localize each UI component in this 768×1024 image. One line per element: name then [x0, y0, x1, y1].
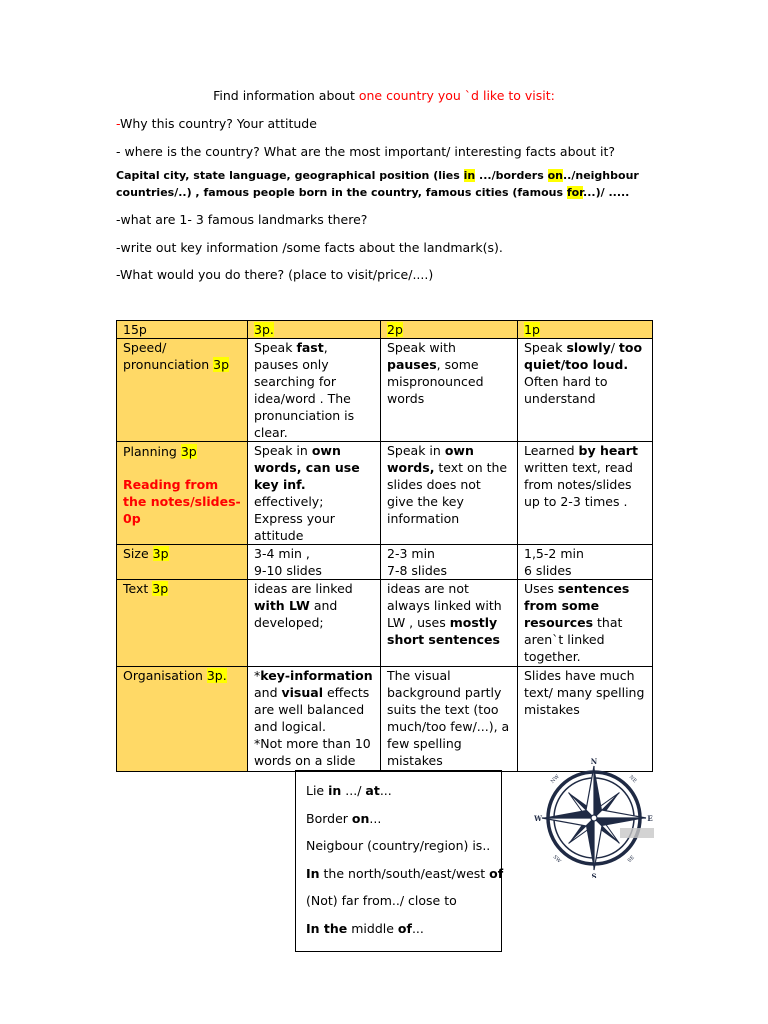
bold-text: at — [365, 783, 380, 798]
text-run: Text — [123, 581, 153, 596]
task-why-text: Why this country? Your attitude — [120, 116, 317, 131]
text-run: 9-10 slides — [254, 563, 322, 578]
phrases-box — [295, 770, 502, 952]
task-where: - where is the country? What are the most important/ interesting facts about it? — [116, 144, 615, 159]
text-run: Capital city, state language, geographical position (lies — [116, 169, 464, 182]
bold-text: pauses — [387, 357, 437, 372]
text-run: 1,5-2 min — [524, 546, 584, 561]
text-run: .../ — [341, 783, 366, 798]
text-run: 6 slides — [524, 563, 572, 578]
compass-rose-icon — [524, 758, 658, 878]
text-run: ideas are not always linked with LW , uses — [387, 581, 502, 630]
table-row — [117, 667, 653, 772]
text-run: ...)/ ..... — [583, 186, 630, 199]
highlighted-text: 3p. — [206, 668, 227, 683]
compass-label-nw: NW — [549, 773, 561, 785]
compass-label-se: SE — [626, 854, 636, 864]
task-capital-city — [116, 167, 676, 201]
text-run: text on the slides does not give the key information — [387, 460, 508, 526]
heading-prefix: Find information about — [213, 88, 359, 103]
text-run: ... — [411, 920, 424, 936]
bold-text: fast — [296, 340, 324, 355]
bold-text: In — [306, 865, 320, 881]
text-run: Speak — [254, 340, 297, 355]
rubric-cell — [381, 580, 518, 667]
text-run: Learned — [524, 443, 579, 458]
criterion-cell — [117, 339, 248, 442]
text-run: 2-3 min — [387, 546, 435, 561]
rubric-cell — [248, 667, 381, 772]
heading-highlight: one country you `d like to visit: — [358, 88, 555, 103]
bold-text: mostly short sentences — [387, 615, 500, 647]
text-run: ... — [369, 810, 382, 826]
rubric-cell — [248, 545, 381, 580]
criterion-cell — [117, 545, 248, 580]
phrase-line — [306, 805, 491, 833]
text-run: Speak in — [254, 443, 312, 458]
task-why-dash: - — [116, 116, 121, 131]
text-run: Size — [123, 546, 153, 561]
bold-text: key-information — [260, 668, 373, 683]
text-run: Speed/ pronunciation — [123, 340, 214, 372]
rubric-cell — [248, 339, 381, 442]
text-run: Planning — [123, 444, 181, 459]
compass-label-n: N — [590, 758, 598, 766]
compass-label-s: S — [591, 872, 597, 878]
bold-text: of — [397, 920, 412, 936]
table-row — [117, 339, 653, 442]
text-run: / — [610, 340, 619, 355]
text-run: 15p — [123, 322, 147, 337]
rubric-cell — [518, 580, 653, 667]
highlighted-text: in — [463, 169, 476, 182]
text-run: and — [254, 685, 282, 700]
text-run: Lie — [306, 783, 329, 798]
phrase-line — [306, 887, 491, 915]
text-run: Speak — [524, 340, 567, 355]
criterion-note: Reading from the notes/slides-0p — [123, 477, 241, 526]
highlighted-text: for — [566, 186, 584, 199]
task-write-out: -write out key information /some facts about the landmark(s). — [116, 240, 503, 255]
header-cell-2p — [381, 321, 518, 339]
rubric-cell — [518, 442, 653, 545]
rubric-cell — [381, 667, 518, 772]
text-run: Border — [306, 810, 352, 826]
table-row — [117, 442, 653, 545]
compass-label-e: E — [647, 814, 653, 823]
compass-label-sw: SW — [551, 854, 562, 865]
bold-text: of — [489, 865, 504, 881]
task-landmarks: -what are 1- 3 famous landmarks there? — [116, 212, 368, 227]
header-cell-1p — [518, 321, 653, 339]
task-do-there: -What would you do there? (place to visit/price/....) — [116, 267, 434, 282]
text-run: and developed; — [254, 598, 338, 630]
bold-text: in — [328, 783, 342, 798]
text-run: , pauses only searching for idea/word . The pronunciation is clear. — [254, 340, 355, 440]
bold-text: too quiet/too loud. — [524, 340, 643, 372]
phrase-line — [306, 832, 491, 860]
phrase-line — [306, 915, 491, 943]
compass-label-ne: NE — [627, 774, 638, 785]
text-run: Often hard to understand — [524, 374, 608, 406]
highlighted-text: 3p — [152, 581, 169, 596]
highlighted-text: 3p — [213, 357, 230, 372]
rubric-table — [116, 320, 653, 772]
bold-text: visual — [281, 685, 323, 700]
highlighted-text: 3p. — [254, 322, 274, 337]
text-run: * — [254, 668, 261, 683]
text-run: Organisation — [123, 668, 207, 683]
text-run: written text, read from notes/slides up to 2-3 times . — [524, 460, 633, 509]
bold-text: on — [351, 810, 370, 826]
text-run: Speak in — [387, 443, 445, 458]
highlighted-text: 1p — [524, 322, 540, 337]
compass-smudge — [620, 828, 654, 838]
task-why — [116, 116, 317, 131]
criterion-cell — [117, 667, 248, 772]
bold-text: own words, — [387, 443, 474, 475]
header-cell-3p — [248, 321, 381, 339]
text-run: the north/south/east/west — [319, 865, 490, 881]
text-run: 3-4 min , — [254, 546, 310, 561]
bold-text: with LW — [254, 598, 310, 613]
criterion-cell — [117, 442, 248, 545]
bold-text: slowly — [566, 340, 611, 355]
text-run: middle — [347, 920, 398, 936]
rubric-cell — [248, 442, 381, 545]
phrase-line — [306, 860, 504, 888]
rubric-cell — [518, 667, 653, 772]
bold-text: In the — [306, 920, 348, 936]
text-run: that aren`t linked together. — [524, 615, 623, 664]
text-run: ... — [379, 783, 392, 798]
criterion-cell — [117, 580, 248, 667]
rubric-cell — [381, 339, 518, 442]
table-row — [117, 580, 653, 667]
text-run: effectively; Express your attitude — [254, 494, 335, 543]
bold-text: own words, can use key inf. — [254, 443, 360, 492]
text-run: , some mispronounced words — [387, 357, 484, 406]
rubric-cell — [248, 580, 381, 667]
text-run: 7-8 slides — [387, 563, 447, 578]
bold-text: sentences from some resources — [524, 581, 630, 630]
compass-label-w: W — [534, 814, 542, 823]
rubric-cell — [381, 545, 518, 580]
highlighted-text: 3p — [152, 546, 169, 561]
rubric-cell — [518, 545, 653, 580]
text-run: ../neighbour countries/..) , famous people born in the country, famous cities (famous — [116, 169, 639, 199]
text-run: .../borders — [475, 169, 548, 182]
text-run: Slides have much text/ many spelling mistakes — [524, 668, 645, 717]
phrase-line — [306, 777, 491, 805]
header-cell-total — [117, 321, 248, 339]
text-run: (Not) far from../ close to — [306, 893, 457, 908]
highlighted-text: 3p — [180, 444, 197, 459]
highlighted-text: on — [547, 169, 563, 182]
text-run: Neigbour (country/region) is.. — [306, 838, 491, 853]
text-run: The visual background partly suits the text (too much/too few/...), a few spelling mistakes — [387, 668, 510, 768]
rubric-cell — [518, 339, 653, 442]
bold-text: by heart — [578, 443, 638, 458]
page-heading — [0, 88, 768, 103]
table-row — [117, 545, 653, 580]
text-run: effects are well balanced and logical. — [254, 685, 370, 734]
text-run: ideas are linked — [254, 581, 353, 596]
table-header-row — [117, 321, 653, 339]
rubric-cell — [381, 442, 518, 545]
text-run: *Not more than 10 words on a slide — [254, 736, 371, 768]
text-run: Speak with — [387, 340, 456, 355]
text-run: Uses — [524, 581, 558, 596]
criterion-label — [123, 443, 241, 460]
highlighted-text: 2p — [387, 322, 403, 337]
